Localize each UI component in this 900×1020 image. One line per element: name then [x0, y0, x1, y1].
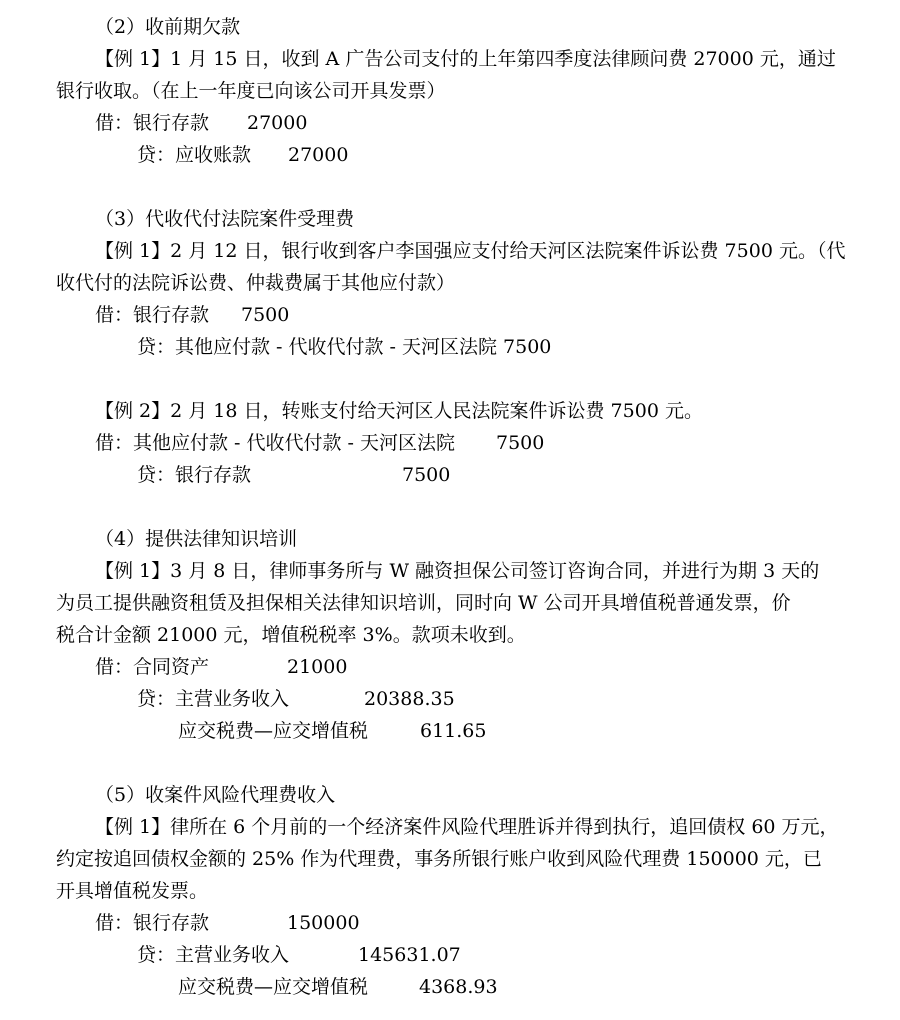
example-text-line: 约定按追回债权金额的 25% 作为代理费，事务所银行账户收到风险代理费 150000 元，已 [56, 848, 822, 870]
debit-amount: 27000 [247, 112, 308, 134]
debit-amount: 21000 [287, 656, 348, 678]
credit-amount: 4368.93 [419, 976, 498, 998]
example-text-line: 【例 1】律所在 6 个月前的一个经济案件风险代理胜诉并得到执行，追回债权 60 万元， [95, 816, 839, 838]
debit-entry [95, 907, 395, 939]
example-text-line: 【例 2】2 月 18 日，转账支付给天河区人民法院案件诉讼费 7500 元。 [95, 400, 703, 422]
credit-entry [178, 971, 498, 1003]
credit-entry: 贷：其他应付款 - 代收代付款 - 天河区法院 7500 [137, 336, 552, 358]
credit-account: 贷：银行存款 [137, 464, 252, 486]
credit-amount: 20388.35 [364, 688, 455, 710]
example-text-line: 银行收取。（在上一年度已向该公司开具发票） [56, 80, 446, 102]
section-heading: （5）收案件风险代理费收入 [95, 784, 336, 806]
credit-account: 贷：应收账款 [137, 144, 252, 166]
credit-entry [137, 139, 437, 171]
debit-account: 借：银行存款 [95, 112, 210, 134]
debit-account: 借：银行存款 [95, 912, 210, 934]
example-text-line: 【例 1】2 月 12 日，银行收到客户李国强应支付给天河区法院案件诉讼费 7500 元。（代 [95, 240, 846, 262]
debit-account: 借：其他应付款 - 代收代付款 - 天河区法院 [95, 432, 455, 454]
credit-amount: 7500 [402, 464, 451, 486]
credit-account: 应交税费—应交增值税 [178, 976, 369, 998]
debit-entry [95, 107, 395, 139]
section-heading: （4）提供法律知识培训 [95, 528, 298, 550]
example-text-line: 开具增值税发票。 [56, 880, 209, 902]
debit-entry [95, 427, 595, 459]
debit-amount: 150000 [287, 912, 360, 934]
debit-account: 借：合同资产 [95, 656, 210, 678]
example-text-line: 收代付的法院诉讼费、仲裁费属于其他应付款） [56, 272, 456, 294]
debit-entry [95, 651, 395, 683]
debit-amount: 7500 [241, 304, 290, 326]
credit-amount: 27000 [288, 144, 349, 166]
debit-account: 借：银行存款 [95, 304, 210, 326]
example-text-line: 税合计金额 21000 元，增值税税率 3%。款项未收到。 [56, 624, 526, 646]
credit-account: 贷：主营业务收入 [137, 688, 290, 710]
credit-account: 应交税费—应交增值税 [178, 720, 369, 742]
credit-account: 贷：主营业务收入 [137, 944, 290, 966]
example-text-line: 【例 1】1 月 15 日，收到 A 广告公司支付的上年第四季度法律顾问费 27000 元，通过 [95, 48, 836, 70]
credit-entry [137, 939, 477, 971]
credit-amount: 611.65 [420, 720, 487, 742]
section-heading: （3）代收代付法院案件受理费 [95, 208, 355, 230]
section-heading: （2）收前期欠款 [95, 16, 241, 38]
debit-amount: 7500 [496, 432, 545, 454]
credit-entry [137, 683, 477, 715]
credit-amount: 145631.07 [358, 944, 461, 966]
example-text-line: 【例 1】3 月 8 日，律师事务所与 W 融资担保公司签订咨询合同，并进行为期 3 天的 [95, 560, 820, 582]
credit-entry [178, 715, 498, 747]
debit-entry [95, 299, 395, 331]
credit-entry [137, 459, 537, 491]
example-text-line: 为员工提供融资租赁及担保相关法律知识培训，同时向 W 公司开具增值税普通发票，价 [56, 592, 791, 614]
